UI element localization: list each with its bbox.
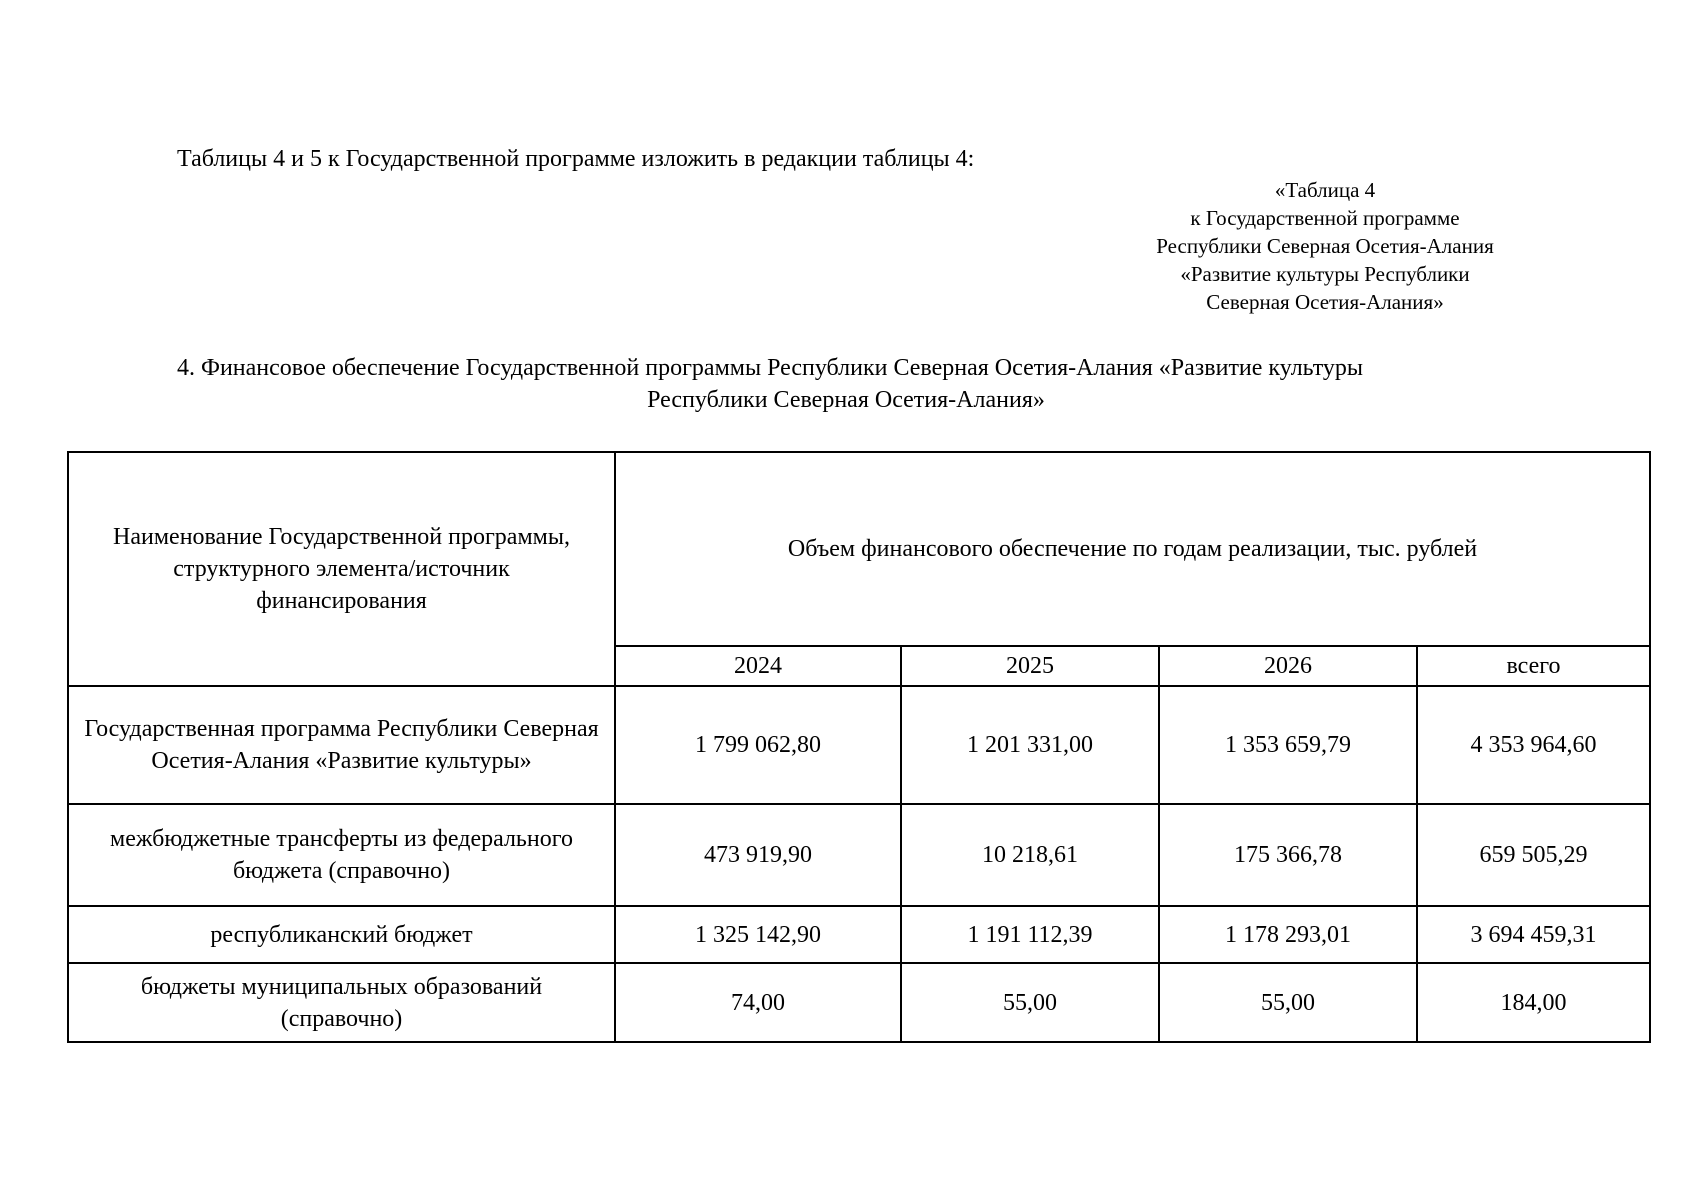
row-name: Государственная программа Республики Северная Осетия-Алания «Развитие культуры» — [68, 686, 615, 804]
total-cell: 3 694 459,31 — [1417, 906, 1650, 963]
annex-line: «Развитие культуры Республики — [1180, 262, 1470, 286]
value-cell: 1 353 659,79 — [1159, 686, 1417, 804]
year-header-2024: 2024 — [615, 646, 901, 686]
intro-paragraph: Таблицы 4 и 5 к Государственной программе изложить в редакции таблицы 4: — [177, 146, 975, 172]
name-column-header: Наименование Государственной программы, структурного элемента/источник финансирования — [68, 452, 615, 686]
row-name: бюджеты муниципальных образований (справочно) — [68, 963, 615, 1042]
value-cell: 10 218,61 — [901, 804, 1159, 906]
value-cell: 1 799 062,80 — [615, 686, 901, 804]
row-name: межбюджетные трансферты из федерального бюджета (справочно) — [68, 804, 615, 906]
annex-line: Северная Осетия-Алания» — [1206, 290, 1444, 314]
value-cell: 55,00 — [901, 963, 1159, 1042]
value-cell: 473 919,90 — [615, 804, 901, 906]
total-cell: 659 505,29 — [1417, 804, 1650, 906]
section-title — [177, 352, 1577, 416]
annex-label — [1105, 176, 1545, 316]
year-header-2026: 2026 — [1159, 646, 1417, 686]
annex-line: «Таблица 4 — [1274, 178, 1376, 202]
value-cell: 1 325 142,90 — [615, 906, 901, 963]
volume-column-header: Объем финансового обеспечение по годам реализации, тыс. рублей — [615, 452, 1650, 646]
table-row — [68, 906, 1650, 963]
value-cell: 175 366,78 — [1159, 804, 1417, 906]
value-cell: 1 178 293,01 — [1159, 906, 1417, 963]
table-header-row — [68, 452, 1650, 646]
total-header: всего — [1417, 646, 1650, 686]
section-title-line: Республики Северная Осетия-Алания» — [647, 387, 1045, 413]
row-name: республиканский бюджет — [68, 906, 615, 963]
financing-table — [67, 451, 1651, 1043]
value-cell: 1 191 112,39 — [901, 906, 1159, 963]
year-header-2025: 2025 — [901, 646, 1159, 686]
value-cell: 74,00 — [615, 963, 901, 1042]
value-cell: 1 201 331,00 — [901, 686, 1159, 804]
table-row — [68, 963, 1650, 1042]
table-row — [68, 804, 1650, 906]
total-cell: 4 353 964,60 — [1417, 686, 1650, 804]
value-cell: 55,00 — [1159, 963, 1417, 1042]
annex-line: Республики Северная Осетия-Алания — [1156, 234, 1494, 258]
total-cell: 184,00 — [1417, 963, 1650, 1042]
table-row — [68, 686, 1650, 804]
annex-line: к Государственной программе — [1190, 206, 1460, 230]
section-title-line: 4. Финансовое обеспечение Государственной программы Республики Северная Осетия-Алания «Развитие культуры — [177, 355, 1363, 381]
